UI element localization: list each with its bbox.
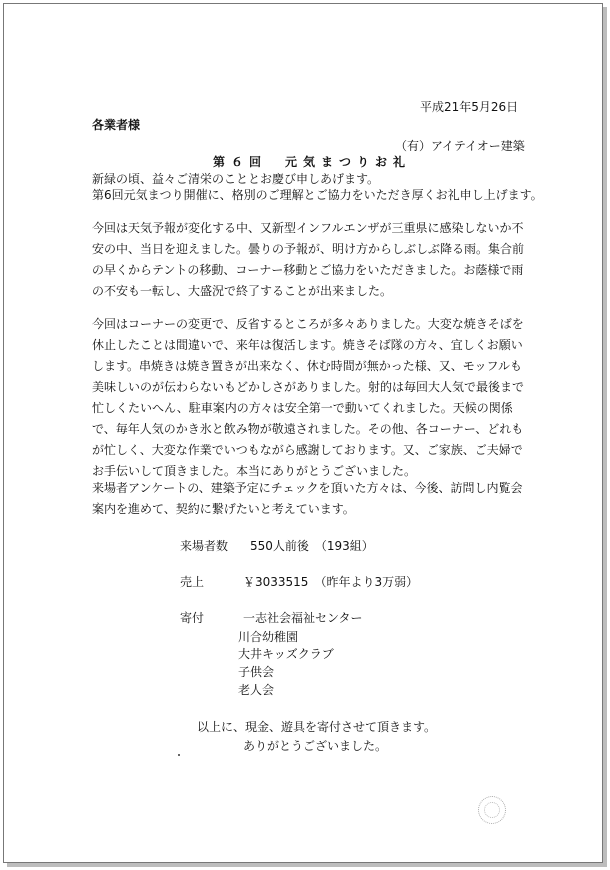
greeting-line-1: 新緑の頃、益々ご清栄のこととお慶び申しあげます。 [92, 172, 380, 186]
scan-speck [178, 754, 180, 756]
donation-item: 一志社会福祉センター [243, 611, 363, 625]
closing-line-1: 以上に、現金、遊具を寄付させて頂きます。 [197, 720, 437, 734]
seal-stamp-icon [478, 796, 506, 824]
paragraph-weather: 今回は天気予報が変化する中、又新型インフルエンザが三重県に感染しないか不安の中、当日を迎えました。曇りの予報が、明け方からしぶしぶ降る雨。集合前の早くからテントの移動、コーナー移動とご協力をいただきました。お蔭様で雨の不安も一転し、大盛況で終了することが出来ました。 [92, 221, 525, 298]
visitors-value: 550人前後 （193組） [250, 539, 374, 553]
paragraph-corners: 今回はコーナーの変更で、反省するところが多々ありました。大変な焼きそばを休止したことは間違いで、来年は復活します。焼きそば隊の方々、宜しくお願いします。串焼きは焼き置きが出来なく、休む時間が無かった様、又、モッフルも美味しいのが伝わらないもどかしさがありました。射的は毎回大人気で最後まで忙しくたいへん、駐車案内の方々は安全第一で動いてくれました。天候の関係で、毎年人気のかき氷と飲み物が敬遠されました。その他、各コーナー、どれもが忙しく、大変な作業でいつもながら感謝しております。又、ご家族、ご夫婦でお手伝いして頂きました。本当にありがとうございました。 [92, 317, 525, 478]
donation-label: 寄付 [180, 611, 205, 625]
recipient-name: 各業者様 [92, 118, 141, 132]
sales-value: ￥3033515 （昨年より3万弱） [243, 575, 419, 589]
sales-label: 売上 [180, 575, 205, 589]
donation-item: 老人会 [238, 683, 275, 697]
paragraph-survey: 来場者アンケートの、建築予定にチェックを頂いた方々は、今後、訪問し内覧会案内を進めて、契約に繋げたいと考えています。 [92, 481, 523, 516]
visitors-label: 来場者数 [180, 539, 229, 553]
greeting-line-2: 第6回元気まつり開催に、格別のご理解とご協力をいただき厚くお礼申し上げます。 [92, 188, 543, 202]
letter-date: 平成21年5月26日 [420, 100, 519, 114]
donation-item: 大井キッズクラブ [238, 647, 334, 661]
donation-item: 子供会 [238, 665, 275, 679]
donation-item: 川合幼稚園 [238, 630, 299, 644]
closing-line-2: ありがとうございました。 [243, 739, 388, 753]
sender-company: （有）アイテイオー建築 [395, 139, 525, 153]
letter-title: 第６回 元気まつりお礼 [213, 155, 412, 169]
